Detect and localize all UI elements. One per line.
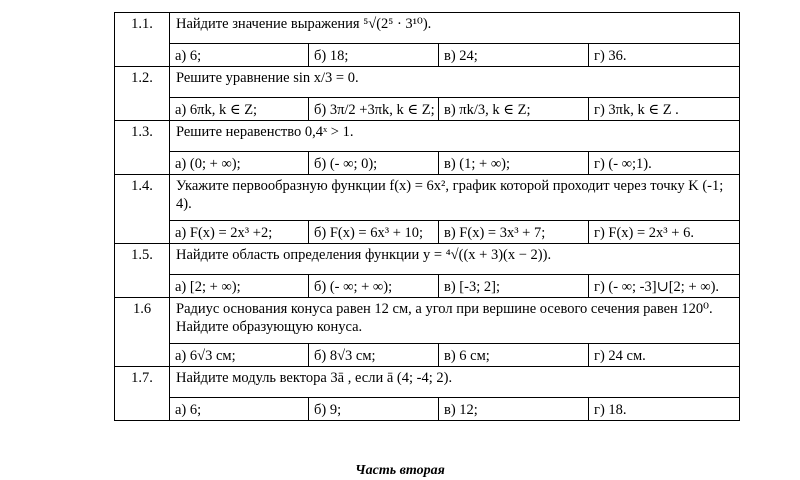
answer-option: г) 36. — [594, 48, 627, 64]
answer-options — [170, 221, 739, 243]
answer-option: а) 6; — [170, 44, 309, 66]
part-two-title: Часть вторая — [355, 463, 445, 478]
answer-option: г) F(x) = 2x³ + 6. — [594, 225, 694, 241]
answer-options — [170, 344, 739, 366]
question-number: 1.4. — [115, 175, 170, 244]
answer-option: г) 24 см. — [594, 348, 646, 364]
answer-option: в) (1; + ∞); — [439, 152, 589, 174]
answer-option: а) 6√3 см; — [170, 344, 309, 366]
answer-option: б) 9; — [309, 398, 439, 420]
answer-options-row — [115, 398, 740, 421]
answer-option: б) 8√3 см; — [309, 344, 439, 366]
answer-options-cell — [170, 44, 740, 67]
answer-options-cell — [170, 398, 740, 421]
answer-options — [170, 152, 739, 174]
answer-option: а) 6πk, k ∈ Z; — [170, 98, 309, 120]
question-text: Найдите область определения функции y = ⁴√((x + 3)(x − 2)). — [170, 244, 740, 275]
answer-option: г) 18. — [594, 402, 627, 418]
question-text: Укажите первообразную функции f(x) = 6x², график которой проходит через точку K (-1; 4). — [170, 175, 740, 221]
answer-option: в) πk/3, k ∈ Z; — [439, 98, 589, 120]
question-row — [115, 298, 740, 344]
question-number: 1.7. — [115, 367, 170, 421]
answer-options-row — [115, 275, 740, 298]
answer-option: а) F(x) = 2x³ +2; — [170, 221, 309, 243]
answer-options-row — [115, 152, 740, 175]
answer-options-cell — [170, 152, 740, 175]
answer-options-cell — [170, 221, 740, 244]
test-questions-table — [114, 12, 740, 421]
question-text: Решите неравенство 0,4ˣ > 1. — [170, 121, 740, 152]
answer-options-cell — [170, 98, 740, 121]
answer-options-row — [115, 98, 740, 121]
answer-option: г) 3πk, k ∈ Z . — [594, 102, 679, 118]
answer-options — [170, 398, 739, 420]
question-text: Решите уравнение sin x/3 = 0. — [170, 67, 740, 98]
answer-option: в) [-3; 2]; — [439, 275, 589, 297]
question-number: 1.6 — [115, 298, 170, 367]
answer-option: б) 3π/2 +3πk, k ∈ Z; — [309, 98, 439, 120]
question-text: Радиус основания конуса равен 12 см, а угол при вершине осевого сечения равен 120⁰. Найдите образующую конуса. — [170, 298, 740, 344]
question-number: 1.5. — [115, 244, 170, 298]
answer-option: в) F(x) = 3x³ + 7; — [439, 221, 589, 243]
question-text: Найдите значение выражения ⁵√(2⁵ · 3¹⁰). — [170, 13, 740, 44]
answer-option: б) F(x) = 6x³ + 10; — [309, 221, 439, 243]
answer-options-cell — [170, 344, 740, 367]
answer-options — [170, 98, 739, 120]
question-number: 1.3. — [115, 121, 170, 175]
answer-option: б) (- ∞; + ∞); — [309, 275, 439, 297]
answer-options-row — [115, 344, 740, 367]
questions-body — [115, 13, 740, 421]
answer-option: б) 18; — [309, 44, 439, 66]
answer-option: г) (- ∞; -3]∪[2; + ∞). — [594, 279, 720, 295]
question-row — [115, 121, 740, 152]
answer-option: б) (- ∞; 0); — [309, 152, 439, 174]
question-number: 1.1. — [115, 13, 170, 67]
answer-options — [170, 275, 739, 297]
question-number: 1.2. — [115, 67, 170, 121]
question-row — [115, 367, 740, 398]
answer-option: а) [2; + ∞); — [170, 275, 309, 297]
answer-option: в) 24; — [439, 44, 589, 66]
question-text: Найдите модуль вектора 3ā , если ā (4; -4; 2). — [170, 367, 740, 398]
answer-option: в) 6 см; — [439, 344, 589, 366]
answer-options-row — [115, 221, 740, 244]
question-row — [115, 244, 740, 275]
question-row — [115, 67, 740, 98]
answer-options — [170, 44, 739, 66]
answer-options-cell — [170, 275, 740, 298]
question-row — [115, 175, 740, 221]
question-row — [115, 13, 740, 44]
answer-options-row — [115, 44, 740, 67]
answer-option: г) (- ∞;1). — [594, 156, 652, 172]
answer-option: а) 6; — [170, 398, 309, 420]
answer-option: а) (0; + ∞); — [170, 152, 309, 174]
answer-option: в) 12; — [439, 398, 589, 420]
